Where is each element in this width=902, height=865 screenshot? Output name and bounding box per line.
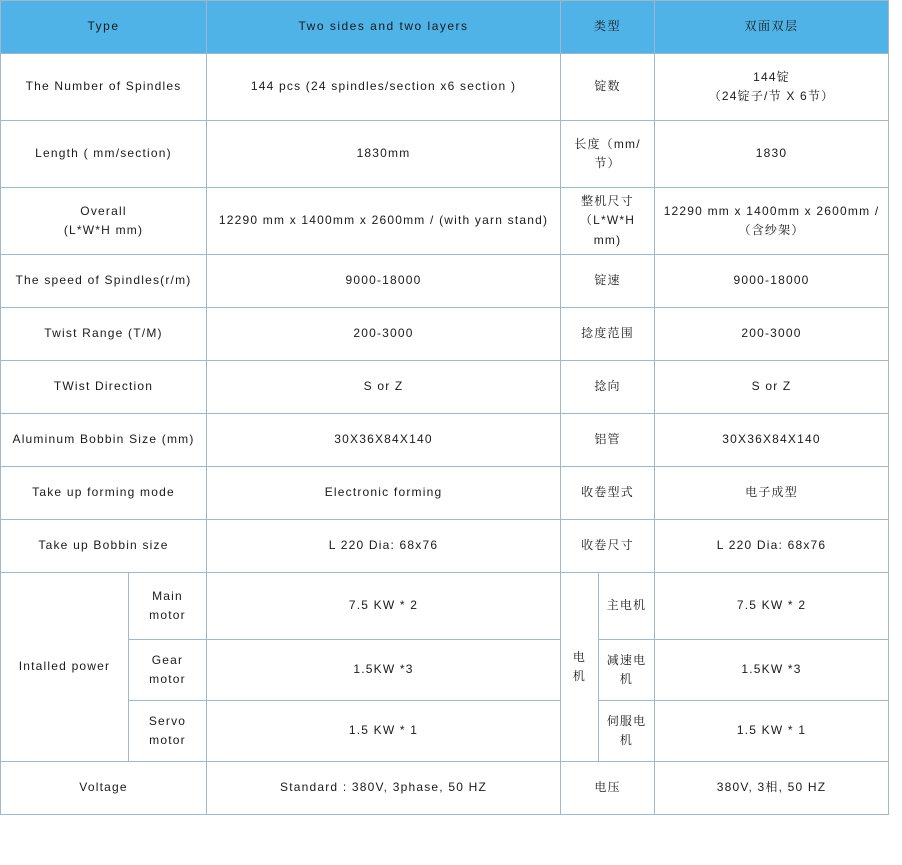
row-label-voltage-cn: 电压 xyxy=(561,762,655,815)
power-sub-label-cn: 减速电机 xyxy=(599,640,655,701)
power-sub-label-en: Main motor xyxy=(129,573,207,640)
power-sub-label-en: Servo motor xyxy=(129,701,207,762)
power-value-cn: 1.5 KW * 1 xyxy=(655,701,889,762)
row-value-en: 12290 mm x 1400mm x 2600mm / (with yarn stand) xyxy=(207,188,561,255)
row-value-cn-line1: 144锭 xyxy=(753,69,790,84)
row-label-cn xyxy=(561,188,655,255)
row-label-cn: 铝管 xyxy=(561,414,655,467)
power-value-cn: 1.5KW *3 xyxy=(655,640,889,701)
table-row-power-gear-motor xyxy=(1,640,889,701)
row-label-cn: 锭数 xyxy=(561,54,655,121)
row-value-cn: 电子成型 xyxy=(655,467,889,520)
table-row-twist-direction xyxy=(1,361,889,414)
row-value-cn-line2: （含纱架） xyxy=(738,223,805,237)
row-label-en-line2: (L*W*H mm) xyxy=(63,223,144,237)
row-label-en-line1: Overall xyxy=(80,203,127,218)
row-value-cn: S or Z xyxy=(655,361,889,414)
row-value-cn xyxy=(655,188,889,255)
table-row-aluminum-bobbin xyxy=(1,414,889,467)
row-label-en: The Number of Spindles xyxy=(1,54,207,121)
row-value-en: S or Z xyxy=(207,361,561,414)
row-value-cn-line2: （24锭子/节 X 6节） xyxy=(708,89,835,103)
table-row-spindle-count xyxy=(1,54,889,121)
row-value-cn-line1: 12290 mm x 1400mm x 2600mm / xyxy=(663,203,880,218)
row-value-cn: L 220 Dia: 68x76 xyxy=(655,520,889,573)
row-label-cn: 捻向 xyxy=(561,361,655,414)
row-value-en: 200-3000 xyxy=(207,308,561,361)
table-row-takeup-bobbin xyxy=(1,520,889,573)
header-row xyxy=(1,1,889,54)
header-value-en: Two sides and two layers xyxy=(207,1,561,54)
power-value-en: 7.5 KW * 2 xyxy=(207,573,561,640)
row-value-en: 9000-18000 xyxy=(207,255,561,308)
row-label-cn: 收卷型式 xyxy=(561,467,655,520)
header-type-en: Type xyxy=(1,1,207,54)
row-label-en: Twist Range (T/M) xyxy=(1,308,207,361)
row-label-cn: 捻度范围 xyxy=(561,308,655,361)
header-value-cn: 双面双层 xyxy=(655,1,889,54)
row-value-en: Electronic forming xyxy=(207,467,561,520)
row-value-cn: 200-3000 xyxy=(655,308,889,361)
power-value-en: 1.5 KW * 1 xyxy=(207,701,561,762)
row-label-en: TWist Direction xyxy=(1,361,207,414)
power-sub-label-cn: 主电机 xyxy=(599,573,655,640)
table-row-twist-range xyxy=(1,308,889,361)
table-row-takeup-forming xyxy=(1,467,889,520)
row-label-installed-power-cn: 电机 xyxy=(561,573,599,762)
table-row-overall-size xyxy=(1,188,889,255)
row-label-en: Take up forming mode xyxy=(1,467,207,520)
table-row-spindle-speed xyxy=(1,255,889,308)
row-label-en: Take up Bobbin size xyxy=(1,520,207,573)
power-value-cn: 7.5 KW * 2 xyxy=(655,573,889,640)
row-label-cn: 锭速 xyxy=(561,255,655,308)
row-label-cn: 长度（mm/节） xyxy=(561,121,655,188)
row-value-voltage-cn: 380V, 3相, 50 HZ xyxy=(655,762,889,815)
row-label-cn: 收卷尺寸 xyxy=(561,520,655,573)
power-sub-label-en: Gear motor xyxy=(129,640,207,701)
row-value-cn: 30X36X84X140 xyxy=(655,414,889,467)
row-value-cn: 9000-18000 xyxy=(655,255,889,308)
row-label-cn-line2: （L*W*H mm) xyxy=(579,213,636,247)
row-value-cn: 1830 xyxy=(655,121,889,188)
table-header xyxy=(1,1,889,54)
row-value-en: 1830mm xyxy=(207,121,561,188)
power-sub-label-cn: 伺服电机 xyxy=(599,701,655,762)
power-value-en: 1.5KW *3 xyxy=(207,640,561,701)
row-label-cn-line1: 整机尺寸 xyxy=(581,194,634,209)
table-row-voltage xyxy=(1,762,889,815)
table-row-length xyxy=(1,121,889,188)
table-body xyxy=(1,54,889,815)
row-value-voltage-en: Standard : 380V, 3phase, 50 HZ xyxy=(207,762,561,815)
row-value-en: 144 pcs (24 spindles/section x6 section ) xyxy=(207,54,561,121)
row-label-en: Aluminum Bobbin Size (mm) xyxy=(1,414,207,467)
header-type-cn: 类型 xyxy=(561,1,655,54)
row-label-en: Length ( mm/section) xyxy=(1,121,207,188)
row-label-voltage-en: Voltage xyxy=(1,762,207,815)
table-row-power-servo-motor xyxy=(1,701,889,762)
row-value-en: 30X36X84X140 xyxy=(207,414,561,467)
table-row-power-main-motor xyxy=(1,573,889,640)
row-value-en: L 220 Dia: 68x76 xyxy=(207,520,561,573)
row-value-cn xyxy=(655,54,889,121)
row-label-installed-power-en: Intalled power xyxy=(1,573,129,762)
row-label-en: The speed of Spindles(r/m) xyxy=(1,255,207,308)
row-label-en xyxy=(1,188,207,255)
